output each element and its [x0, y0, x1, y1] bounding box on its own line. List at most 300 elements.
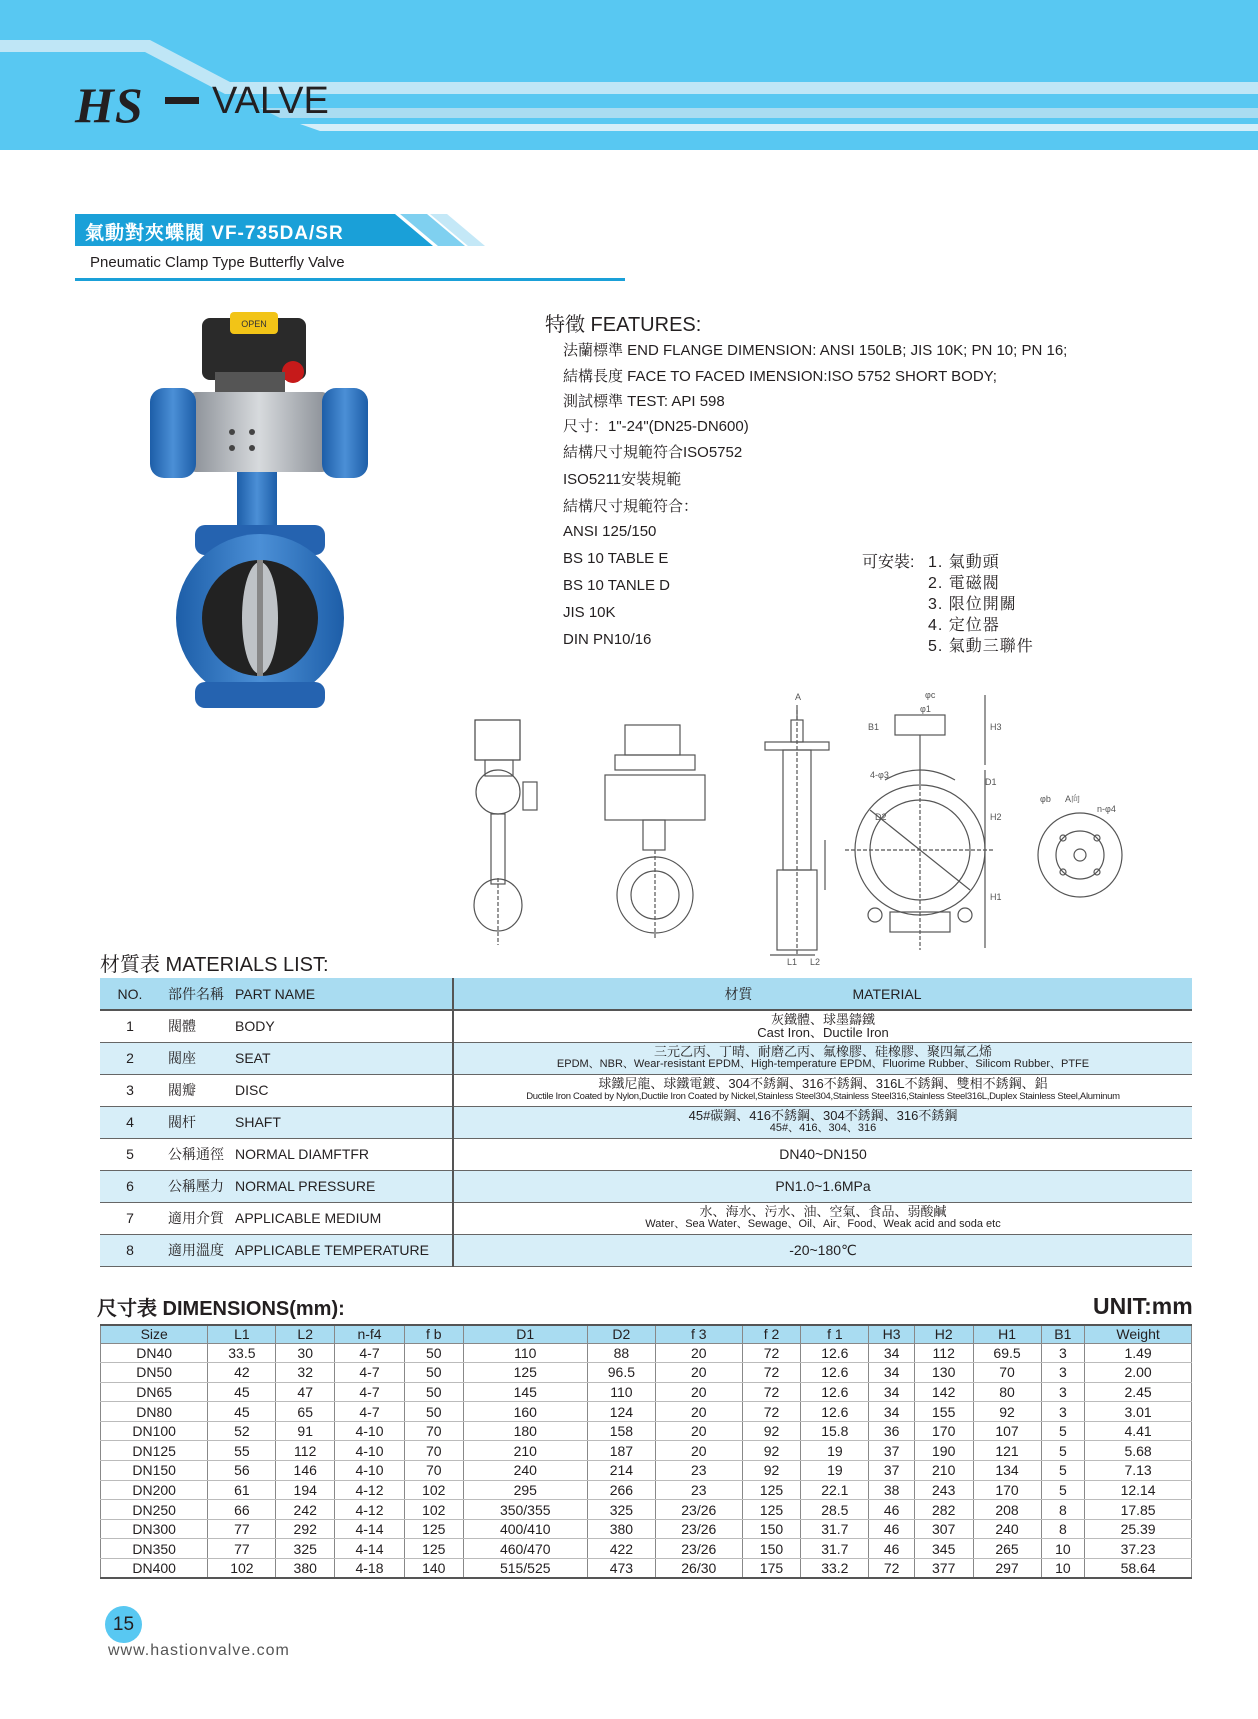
dim-cell: 42	[208, 1363, 276, 1383]
logo-dash	[165, 97, 199, 104]
drawing-label: L2	[810, 957, 821, 967]
dim-row	[101, 1559, 1192, 1579]
dim-cell: 5	[1041, 1461, 1085, 1481]
dim-cell: 295	[463, 1480, 587, 1500]
dim-cell: 4-7	[335, 1382, 405, 1402]
dim-cell: 37	[869, 1461, 915, 1481]
dim-cell: 292	[276, 1519, 335, 1539]
dim-cell: 33.5	[208, 1343, 276, 1363]
dim-cell: DN40	[101, 1343, 208, 1363]
dim-cell: DN200	[101, 1480, 208, 1500]
dim-col-header: f 1	[801, 1325, 869, 1343]
dim-cell: 150	[742, 1519, 801, 1539]
subtitle-underline	[75, 278, 625, 281]
dim-cell: 4-10	[335, 1441, 405, 1461]
dim-row	[101, 1382, 1192, 1402]
col-part-zh: 部件名稱	[160, 978, 235, 1010]
dim-cell: 50	[404, 1363, 463, 1383]
mat-en: NORMAL DIAMFTFR	[235, 1138, 453, 1170]
dim-col-header: Size	[101, 1325, 208, 1343]
dim-col-header: L1	[208, 1325, 276, 1343]
dim-cell: 70	[404, 1441, 463, 1461]
dim-cell: 72	[742, 1363, 801, 1383]
mat-value: -20~180℃	[453, 1234, 1192, 1266]
dim-cell: 5.68	[1085, 1441, 1192, 1461]
feature-line: ANSI 125/150	[563, 523, 657, 540]
mat-value-en: EPDM、NBR、Wear-resistant EPDM、High-temperature EPDM、Fluorime Rubber、Silicom Rubber、PTFE	[556, 1058, 1090, 1070]
materials-row	[100, 1106, 1192, 1138]
mat-value: PN1.0~1.6MPa	[453, 1170, 1192, 1202]
dim-cell: 58.64	[1085, 1559, 1192, 1579]
dim-cell: 325	[587, 1500, 655, 1520]
materials-row	[100, 1042, 1192, 1074]
dim-cell: 208	[973, 1500, 1041, 1520]
page-number: 15	[112, 1614, 135, 1635]
dim-cell: 70	[973, 1363, 1041, 1383]
materials-table	[100, 978, 1192, 1267]
mat-value: DN40~DN150	[453, 1138, 1192, 1170]
dimensions-table	[100, 1324, 1192, 1579]
dim-cell: 125	[463, 1363, 587, 1383]
dim-cell: DN400	[101, 1559, 208, 1579]
dim-cell: 72	[742, 1382, 801, 1402]
dim-cell: 10	[1041, 1559, 1085, 1579]
dim-cell: 377	[914, 1559, 973, 1579]
mat-en: NORMAL PRESSURE	[235, 1170, 453, 1202]
product-subtitle: Pneumatic Clamp Type Butterfly Valve	[90, 254, 345, 271]
dim-cell: 20	[655, 1441, 742, 1461]
dim-col-header: D1	[463, 1325, 587, 1343]
dim-cell: DN250	[101, 1500, 208, 1520]
drawing-label: H1	[990, 892, 1002, 902]
dim-cell: 3.01	[1085, 1402, 1192, 1422]
dim-cell: 55	[208, 1441, 276, 1461]
materials-row	[100, 1170, 1192, 1202]
dim-cell: 210	[914, 1461, 973, 1481]
dim-cell: 23	[655, 1461, 742, 1481]
dim-cell: 8	[1041, 1519, 1085, 1539]
dim-cell: 77	[208, 1519, 276, 1539]
dim-cell: 170	[914, 1421, 973, 1441]
mat-value-zh: 灰鐵體、球墨鑄鐵	[770, 1012, 875, 1028]
dim-cell: 125	[742, 1500, 801, 1520]
technical-drawings	[465, 690, 1155, 967]
dim-row	[101, 1363, 1192, 1383]
dim-cell: DN150	[101, 1461, 208, 1481]
dim-cell: 15.8	[801, 1421, 869, 1441]
mat-value	[453, 1106, 1192, 1138]
option-item: 1. 氣動頭	[928, 554, 1000, 571]
dim-cell: 380	[587, 1519, 655, 1539]
dim-row	[101, 1343, 1192, 1363]
dim-cell: 3	[1041, 1402, 1085, 1422]
feature-line: ISO5211安裝規範	[563, 471, 682, 488]
dim-cell: 4-7	[335, 1343, 405, 1363]
dim-cell: 65	[276, 1402, 335, 1422]
dim-cell: 5	[1041, 1441, 1085, 1461]
dim-cell: 4.41	[1085, 1421, 1192, 1441]
dim-cell: 3	[1041, 1363, 1085, 1383]
materials-row	[100, 1234, 1192, 1266]
dim-cell: 158	[587, 1421, 655, 1441]
dimensions-header-row	[101, 1325, 1192, 1343]
dim-cell: 460/470	[463, 1539, 587, 1559]
feature-line: 尺寸：1"-24"(DN25-DN600)	[563, 418, 749, 435]
mat-value	[453, 1074, 1192, 1106]
dim-cell: 31.7	[801, 1519, 869, 1539]
dim-cell: 23/26	[655, 1539, 742, 1559]
dim-cell: 50	[404, 1382, 463, 1402]
materials-row	[100, 1202, 1192, 1234]
dim-cell: DN300	[101, 1519, 208, 1539]
mat-value	[453, 1010, 1192, 1042]
dim-cell: 77	[208, 1539, 276, 1559]
mat-no: 6	[100, 1170, 160, 1202]
dim-cell: 19	[801, 1441, 869, 1461]
dim-cell: 72	[742, 1402, 801, 1422]
dim-cell: 187	[587, 1441, 655, 1461]
drawing-label: 4-φ3	[870, 770, 889, 780]
mat-value-en: 45#、416、304、316	[769, 1122, 877, 1134]
dim-cell: 150	[742, 1539, 801, 1559]
dim-cell: 1.49	[1085, 1343, 1192, 1363]
mat-value-zh: 45#碳鋼、416不銹鋼、304不銹鋼、316不銹鋼	[688, 1108, 958, 1123]
dim-cell: DN100	[101, 1421, 208, 1441]
dim-cell: 124	[587, 1402, 655, 1422]
dim-cell: 380	[276, 1559, 335, 1579]
header-band	[0, 0, 1258, 150]
mat-value	[453, 1202, 1192, 1234]
features-heading: 特徵 FEATURES:	[545, 314, 702, 336]
dim-cell: 134	[973, 1461, 1041, 1481]
drawing-label: L1	[787, 957, 798, 967]
dim-cell: 45	[208, 1402, 276, 1422]
mat-zh: 公稱通徑	[160, 1138, 235, 1170]
dim-cell: 31.7	[801, 1539, 869, 1559]
dim-cell: 20	[655, 1363, 742, 1383]
mat-value	[453, 1042, 1192, 1074]
dim-cell: 180	[463, 1421, 587, 1441]
dim-cell: 7.13	[1085, 1461, 1192, 1481]
feature-line: 測試標準 TEST: API 598	[563, 393, 725, 410]
dim-cell: 92	[742, 1461, 801, 1481]
mat-no: 1	[100, 1010, 160, 1042]
dim-cell: 26/30	[655, 1559, 742, 1579]
drawing-label: φb	[1040, 794, 1051, 804]
dim-cell: 240	[463, 1461, 587, 1481]
dim-cell: 242	[276, 1500, 335, 1520]
dim-cell: 56	[208, 1461, 276, 1481]
dim-cell: 102	[404, 1500, 463, 1520]
dim-cell: 214	[587, 1461, 655, 1481]
dim-cell: 473	[587, 1559, 655, 1579]
drawing-label: n-φ4	[1097, 804, 1116, 814]
dim-cell: 345	[914, 1539, 973, 1559]
dim-cell: DN80	[101, 1402, 208, 1422]
mat-no: 8	[100, 1234, 160, 1266]
mat-en: BODY	[235, 1010, 453, 1042]
drawing-label: H3	[990, 722, 1002, 732]
drawing-label: φc	[925, 690, 936, 700]
dim-col-header: H1	[973, 1325, 1041, 1343]
dim-col-header: f 2	[742, 1325, 801, 1343]
mat-en: SHAFT	[235, 1106, 453, 1138]
dim-row	[101, 1519, 1192, 1539]
dim-cell: 2.00	[1085, 1363, 1192, 1383]
dim-cell: 4-14	[335, 1519, 405, 1539]
dim-col-header: H3	[869, 1325, 915, 1343]
dim-cell: 20	[655, 1402, 742, 1422]
mat-value-en: Ductile Iron Coated by Nylon,Ductile Iron Coated by Nickel,Stainless Steel304,Stainless Steel316,Stainless Steel316L,Duplex Stainless Steel,Aluminum	[526, 1091, 1120, 1102]
dim-cell: 125	[742, 1480, 801, 1500]
dim-cell: 34	[869, 1402, 915, 1422]
dim-cell: 12.6	[801, 1402, 869, 1422]
dim-cell: DN125	[101, 1441, 208, 1461]
dim-cell: 265	[973, 1539, 1041, 1559]
website-url: www.hastionvalve.com	[108, 1642, 290, 1659]
option-item: 3. 限位開關	[928, 596, 1017, 613]
dim-cell: 23/26	[655, 1500, 742, 1520]
mat-no: 4	[100, 1106, 160, 1138]
dim-cell: 38	[869, 1480, 915, 1500]
mat-value-en: Cast Iron、Ductile Iron	[757, 1025, 889, 1041]
dim-col-header: B1	[1041, 1325, 1085, 1343]
dim-cell: 70	[404, 1421, 463, 1441]
dim-col-header: f b	[404, 1325, 463, 1343]
dim-col-header: L2	[276, 1325, 335, 1343]
dim-cell: 4-10	[335, 1461, 405, 1481]
dim-cell: 400/410	[463, 1519, 587, 1539]
dim-cell: 210	[463, 1441, 587, 1461]
dim-cell: 47	[276, 1382, 335, 1402]
dim-cell: 46	[869, 1500, 915, 1520]
dim-cell: 50	[404, 1343, 463, 1363]
materials-row	[100, 1074, 1192, 1106]
dim-cell: 325	[276, 1539, 335, 1559]
mat-zh: 閥瓣	[160, 1074, 235, 1106]
dim-cell: 50	[404, 1402, 463, 1422]
dim-cell: 12.6	[801, 1363, 869, 1383]
dim-cell: 52	[208, 1421, 276, 1441]
dim-cell: 88	[587, 1343, 655, 1363]
materials-row	[100, 1138, 1192, 1170]
mat-en: APPLICABLE TEMPERATURE	[235, 1234, 453, 1266]
dim-cell: 422	[587, 1539, 655, 1559]
dim-row	[101, 1461, 1192, 1481]
dim-cell: 102	[404, 1480, 463, 1500]
dim-cell: 36	[869, 1421, 915, 1441]
feature-line: 法蘭標準 END FLANGE DIMENSION: ANSI 150LB; JIS 10K; PN 10; PN 16;	[563, 342, 1068, 359]
dim-cell: 34	[869, 1363, 915, 1383]
dim-cell: 125	[404, 1539, 463, 1559]
materials-heading: 材質表 MATERIALS LIST:	[100, 954, 329, 976]
col-material-zh: 材質	[724, 985, 753, 1002]
dim-cell: 142	[914, 1382, 973, 1402]
dim-cell: 23	[655, 1480, 742, 1500]
dim-cell: 32	[276, 1363, 335, 1383]
mat-no: 7	[100, 1202, 160, 1234]
open-badge: OPEN	[241, 319, 267, 329]
mat-value-zh: 水、海水、污水、油、空氣、食品、弱酸鹹	[699, 1204, 947, 1219]
dim-cell: 46	[869, 1539, 915, 1559]
option-item: 5. 氣動三聯件	[928, 638, 1034, 655]
dim-cell: 282	[914, 1500, 973, 1520]
dim-cell: 12.6	[801, 1343, 869, 1363]
header-stripes	[0, 0, 1258, 150]
mat-value-en: Water、Sea Water、Sewage、Oil、Air、Food、Weak acid and soda etc	[645, 1218, 1001, 1230]
dim-cell: 170	[973, 1480, 1041, 1500]
dim-cell: 145	[463, 1382, 587, 1402]
dim-cell: 17.85	[1085, 1500, 1192, 1520]
feature-line: 結構尺寸規範符合：	[563, 498, 699, 515]
dim-cell: 22.1	[801, 1480, 869, 1500]
dim-cell: 45	[208, 1382, 276, 1402]
dim-cell: 307	[914, 1519, 973, 1539]
dim-cell: 4-10	[335, 1421, 405, 1441]
dim-col-header: D2	[587, 1325, 655, 1343]
drawing-label: D2	[875, 812, 887, 822]
mat-zh: 閥體	[160, 1010, 235, 1042]
feature-line: 結構長度 FACE TO FACED IMENSION:ISO 5752 SHORT BODY;	[563, 368, 997, 385]
dim-cell: DN50	[101, 1363, 208, 1383]
dim-cell: 2.45	[1085, 1382, 1192, 1402]
dim-cell: 91	[276, 1421, 335, 1441]
dim-col-header: n-f4	[335, 1325, 405, 1343]
dim-cell: 107	[973, 1421, 1041, 1441]
dim-cell: 240	[973, 1519, 1041, 1539]
mat-zh: 適用介質	[160, 1202, 235, 1234]
dim-cell: 4-12	[335, 1500, 405, 1520]
dim-cell: 12.14	[1085, 1480, 1192, 1500]
product-title: 氣動對夾蝶閥 VF-735DA/SR	[85, 223, 344, 244]
dim-row	[101, 1500, 1192, 1520]
dim-cell: 160	[463, 1402, 587, 1422]
mat-no: 2	[100, 1042, 160, 1074]
dim-cell: 66	[208, 1500, 276, 1520]
drawing-label: H2	[990, 812, 1002, 822]
unit-label: UNIT:mm	[1093, 1293, 1193, 1319]
dimensions-body	[101, 1343, 1192, 1578]
dim-cell: 4-12	[335, 1480, 405, 1500]
dim-col-header: H2	[914, 1325, 973, 1343]
dim-cell: 146	[276, 1461, 335, 1481]
dim-col-header: Weight	[1085, 1325, 1192, 1343]
mat-no: 5	[100, 1138, 160, 1170]
feature-line: BS 10 TABLE E	[563, 550, 669, 567]
dim-cell: 243	[914, 1480, 973, 1500]
logo-hs: HS	[75, 77, 144, 133]
dim-cell: 175	[742, 1559, 801, 1579]
mat-value-zh: 三元乙丙、丁晴、耐磨乙丙、氟橡膠、硅橡膠、聚四氟乙烯	[653, 1044, 992, 1059]
mat-value-zh: 球鐵尼龍、球鐵電鍍、304不銹鋼、316不銹鋼、316L不銹鋼、雙相不銹鋼、鋁	[598, 1076, 1048, 1091]
dim-cell: 10	[1041, 1539, 1085, 1559]
dim-col-header: f 3	[655, 1325, 742, 1343]
dim-cell: 96.5	[587, 1363, 655, 1383]
mat-no: 3	[100, 1074, 160, 1106]
col-material	[453, 978, 1192, 1010]
materials-header-row	[100, 978, 1192, 1010]
drawing-label: B1	[868, 722, 880, 732]
dim-cell: 112	[276, 1441, 335, 1461]
materials-row	[100, 1010, 1192, 1042]
dim-row	[101, 1480, 1192, 1500]
dim-cell: 92	[742, 1441, 801, 1461]
valve-photo	[140, 310, 380, 710]
option-item: 2. 電磁閥	[928, 575, 1000, 592]
dim-cell: 37.23	[1085, 1539, 1192, 1559]
mat-zh: 閥杆	[160, 1106, 235, 1138]
mat-en: DISC	[235, 1074, 453, 1106]
dim-cell: 140	[404, 1559, 463, 1579]
mat-zh: 公稱壓力	[160, 1170, 235, 1202]
dim-row	[101, 1539, 1192, 1559]
dim-cell: 4-7	[335, 1402, 405, 1422]
dim-cell: DN350	[101, 1539, 208, 1559]
dim-cell: 92	[742, 1421, 801, 1441]
drawing-label: A向	[1065, 794, 1081, 804]
dim-cell: 61	[208, 1480, 276, 1500]
option-item: 4. 定位器	[928, 617, 1000, 634]
mat-en: APPLICABLE MEDIUM	[235, 1202, 453, 1234]
dim-cell: 8	[1041, 1500, 1085, 1520]
dim-cell: 28.5	[801, 1500, 869, 1520]
drawing-label: φ1	[920, 704, 931, 714]
dim-cell: 5	[1041, 1421, 1085, 1441]
dim-cell: 33.2	[801, 1559, 869, 1579]
dim-cell: 19	[801, 1461, 869, 1481]
dim-cell: 5	[1041, 1480, 1085, 1500]
dim-row	[101, 1441, 1192, 1461]
col-part-en: PART NAME	[235, 978, 453, 1010]
dim-cell: 34	[869, 1343, 915, 1363]
dimensions-heading: 尺寸表 DIMENSIONS(mm):	[97, 1298, 345, 1320]
mat-zh: 閥座	[160, 1042, 235, 1074]
dim-cell: 3	[1041, 1382, 1085, 1402]
dim-cell: 3	[1041, 1343, 1085, 1363]
col-material-en: MATERIAL	[852, 985, 922, 1002]
dim-cell: 30	[276, 1343, 335, 1363]
dim-row	[101, 1421, 1192, 1441]
dim-cell: 515/525	[463, 1559, 587, 1579]
dim-cell: 350/355	[463, 1500, 587, 1520]
dim-cell: 12.6	[801, 1382, 869, 1402]
dim-cell: 20	[655, 1382, 742, 1402]
dim-cell: DN65	[101, 1382, 208, 1402]
dim-cell: 92	[973, 1402, 1041, 1422]
dim-cell: 112	[914, 1343, 973, 1363]
dim-cell: 121	[973, 1441, 1041, 1461]
logo-valve: VALVE	[212, 80, 329, 122]
drawing-label: A	[795, 692, 802, 702]
mat-en: SEAT	[235, 1042, 453, 1074]
dim-cell: 155	[914, 1402, 973, 1422]
mat-zh: 適用溫度	[160, 1234, 235, 1266]
dim-cell: 266	[587, 1480, 655, 1500]
dim-cell: 297	[973, 1559, 1041, 1579]
dim-cell: 72	[742, 1343, 801, 1363]
dim-cell: 125	[404, 1519, 463, 1539]
dim-cell: 110	[463, 1343, 587, 1363]
dim-cell: 110	[587, 1382, 655, 1402]
dim-cell: 20	[655, 1421, 742, 1441]
dim-cell: 4-18	[335, 1559, 405, 1579]
dim-cell: 23/26	[655, 1519, 742, 1539]
col-no: NO.	[100, 978, 160, 1010]
dim-cell: 4-14	[335, 1539, 405, 1559]
option-label: 可安裝:	[862, 554, 915, 571]
dim-cell: 70	[404, 1461, 463, 1481]
drawing-label: D1	[985, 777, 997, 787]
